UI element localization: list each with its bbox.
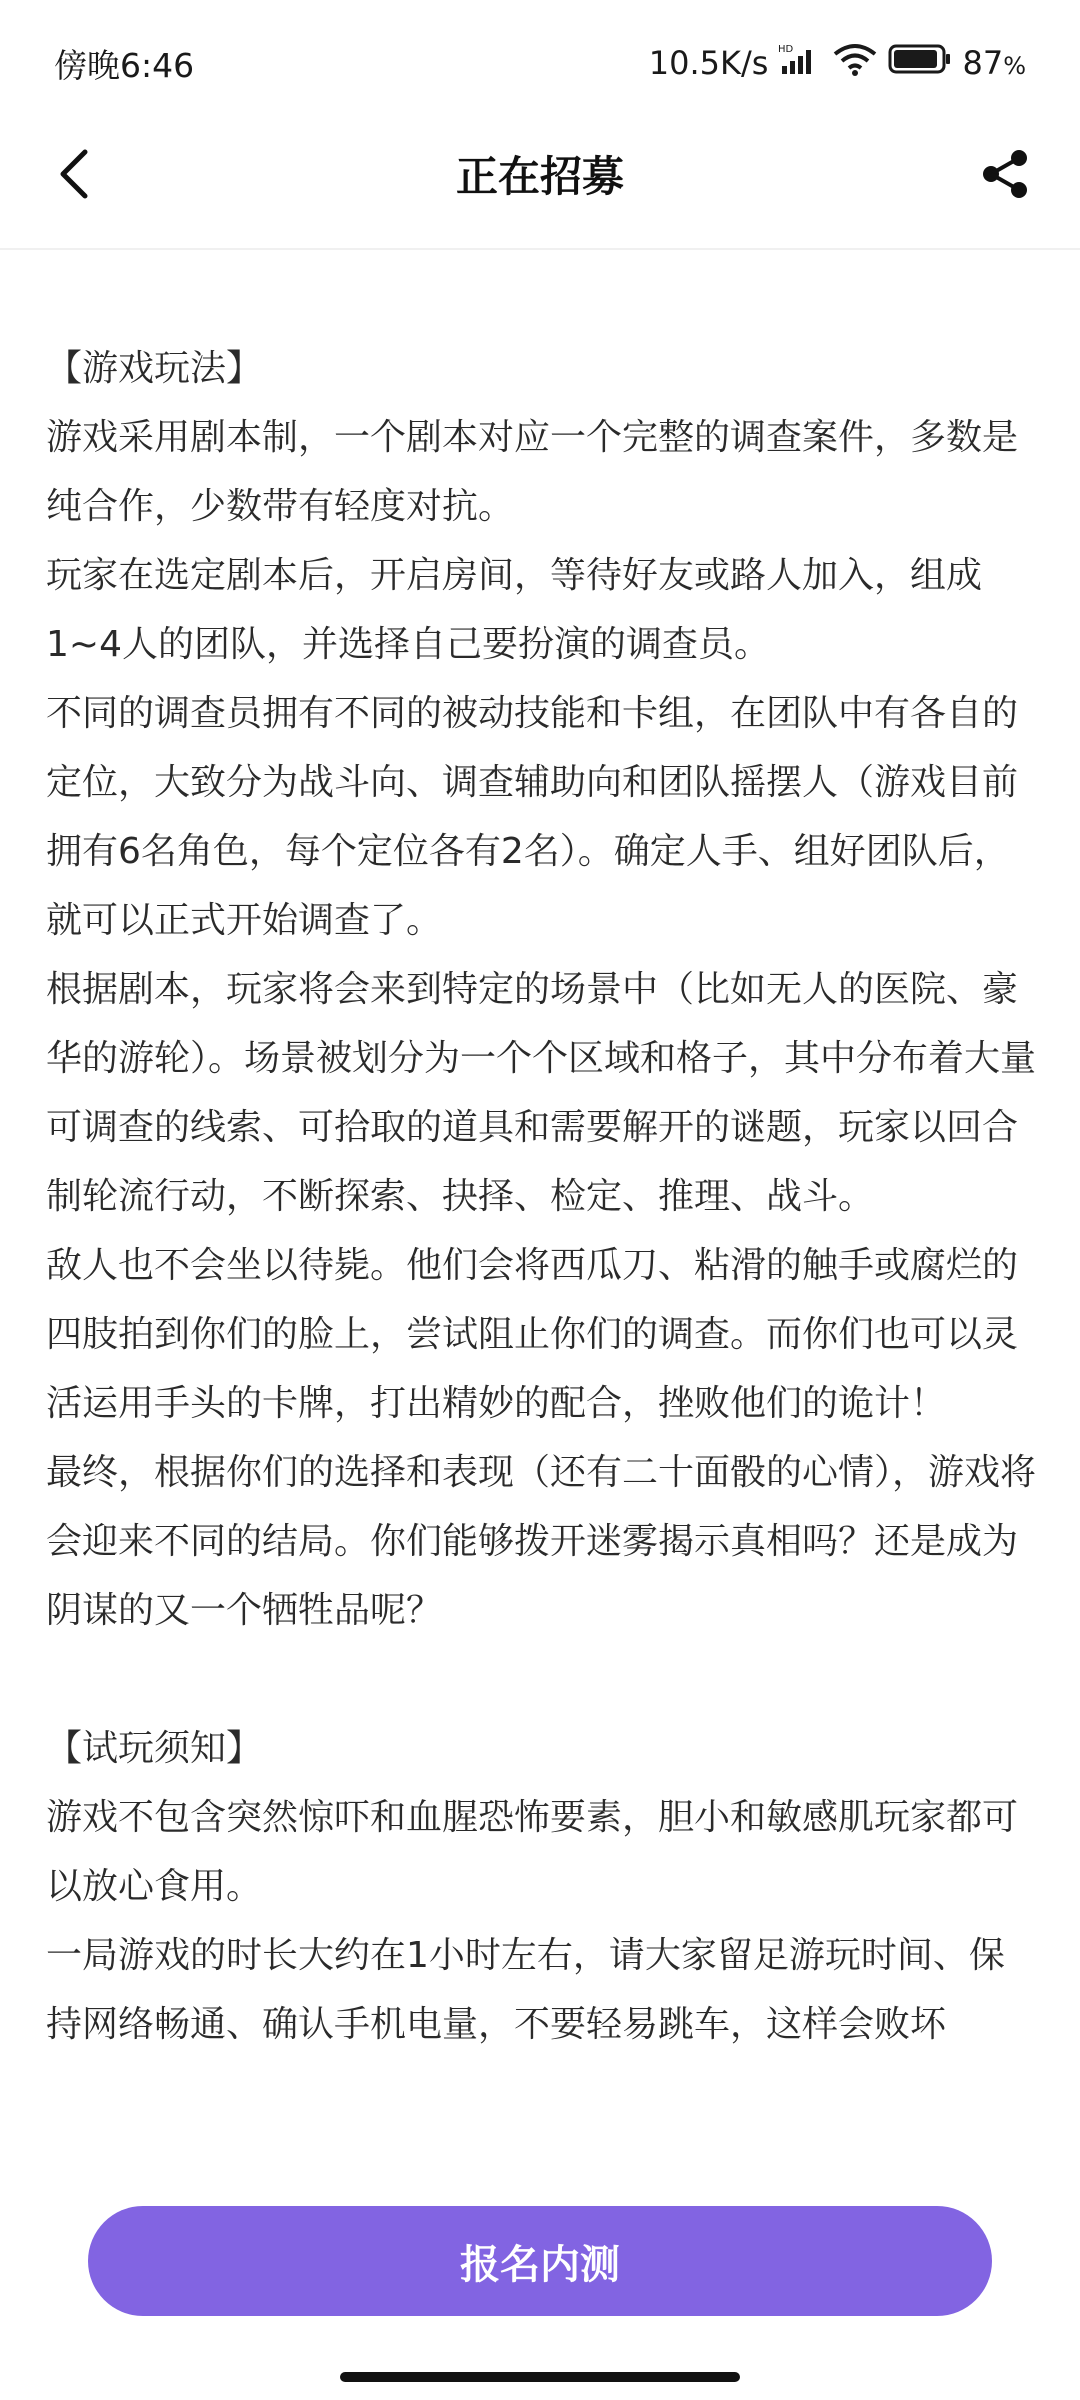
paragraph: 不同的调查员拥有不同的被动技能和卡组，在团队中有各自的定位，大致分为战斗向、调查辅助向和团队摇摆人（游戏目前拥有6名角色，每个定位各有2名）。确定人手、组好团队后，就可以正式开始调查了。 [46,693,1019,941]
home-indicator[interactable] [340,2372,740,2382]
paragraph: 根据剧本，玩家将会来到特定的场景中（比如无人的医院、豪华的游轮）。场景被划分为一个个区域和格子，其中分布着大量可调查的线索、可拾取的道具和需要解开的谜题，玩家以回合制轮流行动，不断探索、抉择、检定、推理、战斗。 [46,969,1036,1217]
register-beta-button[interactable]: 报名内测 [88,2206,992,2316]
signal-hd-icon [778,42,822,84]
page-title: 正在招募 [455,152,624,201]
paragraph: 一局游戏的时长大约在1小时左右，请大家留足游玩时间、保持网络畅通、确认手机电量，不要轻易跳车，这样会败坏 [46,1935,1005,2045]
network-speed: 10.5K/s [648,44,769,82]
app-header [0,100,1080,250]
battery-icon [888,43,952,83]
paragraph: 游戏采用剧本制，一个剧本对应一个完整的调查案件，多数是纯合作，少数带有轻度对抗。 [46,417,1019,527]
svg-text:HD: HD [778,44,794,55]
status-time: 傍晚6:46 [54,45,195,85]
battery-percent: 87% [962,44,1026,82]
share-icon [979,148,1031,204]
status-indicators [649,42,1026,84]
chevron-left-icon [55,146,95,206]
recruitment-description[interactable] [46,334,1036,2160]
section-spacer [46,1645,1036,1714]
back-button[interactable] [40,136,110,216]
section-title-trial-notes: 【试玩须知】 [46,1728,263,1769]
paragraph: 敌人也不会坐以待毙。他们会将西瓜刀、粘滑的触手或腐烂的四肢拍到你们的脸上，尝试阻止你们的调查。而你们也可以灵活运用手头的卡牌，打出精妙的配合，挫败他们的诡计！ [46,1245,1019,1424]
section-title-gameplay: 【游戏玩法】 [46,348,263,389]
paragraph: 玩家在选定剧本后，开启房间，等待好友或路人加入，组成1~4人的团队，并选择自己要扮演的调查员。 [46,555,983,665]
paragraph: 游戏不包含突然惊吓和血腥恐怖要素，胆小和敏感肌玩家都可以放心食用。 [46,1797,1019,1907]
share-button[interactable] [970,136,1040,216]
wifi-icon [832,42,878,84]
paragraph: 最终，根据你们的选择和表现（还有二十面骰的心情），游戏将会迎来不同的结局。你们能够拨开迷雾揭示真相吗？还是成为阴谋的又一个牺牲品呢？ [46,1452,1036,1631]
